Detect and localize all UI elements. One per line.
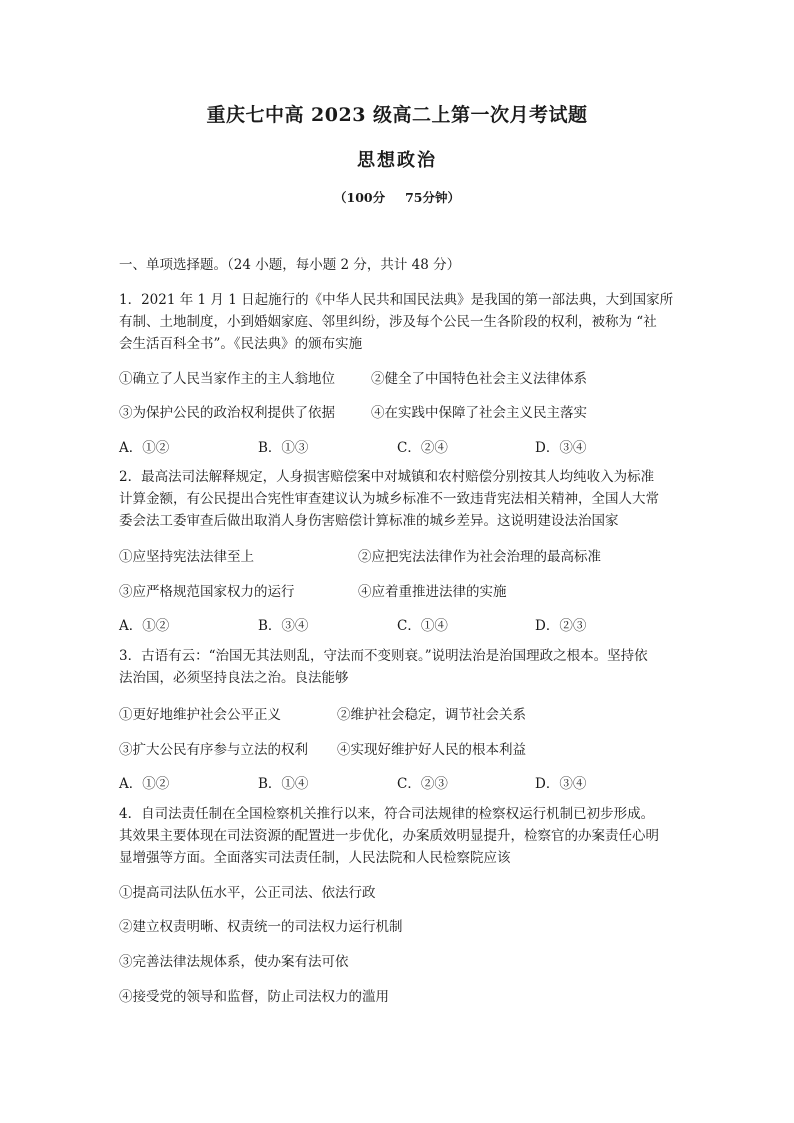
q3-stem-line-2: 法治国，必须坚持良法之治。良法能够 [119,670,349,686]
q1-answer-d[interactable]: D．③④ [535,440,587,456]
q3-answer-a[interactable]: A．①② [119,776,170,792]
exam-title: 重庆七中高 2023 级高二上第一次月考试题 [206,104,588,126]
q2-answer-c[interactable]: C．①④ [397,618,448,634]
q2-stem-line-2: 计算金额，有公民提出合宪性审查建议认为城乡标准不一致违背宪法相关精神，全国人大常 [119,491,659,507]
q1-stem-line-2: 有制、土地制度，小到婚姻家庭、邻里纠纷，涉及每个公民一生各阶段的权利，被称为 “社 [119,314,657,330]
q3-answer-c[interactable]: C．②③ [397,776,448,792]
q2-option-2: ②应把宪法法律作为社会治理的最高标准 [358,549,601,565]
q1-option-4: ④在实践中保障了社会主义民主落实 [371,405,587,421]
exam-subject: 思想政治 [357,150,437,171]
q4-stem-line-1: 4．自司法责任制在全国检察机关推行以来，符合司法规律的检察权运行机制已初步形成。 [119,806,655,822]
q1-stem-line-3: 会生活百科全书”。《民法典》的颁布实施 [119,336,363,352]
exam-score: （100分 [334,190,386,205]
q3-option-3: ③扩大公民有序参与立法的权利 [119,742,308,758]
q4-option-3: ③完善法律法规体系，使办案有法可依 [119,954,349,970]
exam-meta [0,188,794,206]
q2-stem-line-3: 委会法工委审查后做出取消人身伤害赔偿计算标准的城乡差异。这说明建设法治国家 [119,513,619,529]
q4-option-1: ①提高司法队伍水平，公正司法、依法行政 [119,885,376,901]
q2-answer-d[interactable]: D．②③ [535,618,587,634]
exam-time: 75分钟） [405,190,460,205]
q1-option-3: ③为保护公民的政治权利提供了依据 [119,405,335,421]
q1-answer-b[interactable]: B．①③ [258,440,309,456]
q4-option-4: ④接受党的领导和监督，防止司法权力的滥用 [119,989,389,1005]
q3-answer-b[interactable]: B．①④ [258,776,309,792]
q1-stem-line-1: 1．2021 年 1 月 1 日起施行的《中华人民共和国民法典》是我国的第一部法典，大到国家所 [119,292,674,308]
q4-stem-line-3: 显增强等方面。全面落实司法责任制，人民法院和人民检察院应该 [119,850,511,866]
q1-answer-c[interactable]: C．②④ [397,440,448,456]
q2-answer-a[interactable]: A．①② [119,618,170,634]
q1-option-2: ②健全了中国特色社会主义法律体系 [371,371,587,387]
q2-option-3: ③应严格规范国家权力的运行 [119,584,295,600]
q4-option-2: ②建立权责明晰、权责统一的司法权力运行机制 [119,919,403,935]
q2-answer-b[interactable]: B．③④ [258,618,309,634]
q2-stem-line-1: 2．最高法司法解释规定，人身损害赔偿案中对城镇和农村赔偿分别按其人均纯收入为标准 [119,469,655,485]
q2-option-1: ①应坚持宪法法律至上 [119,549,254,565]
q3-option-4: ④实现好维护好人民的根本利益 [337,742,526,758]
q3-option-1: ①更好地维护社会公平正义 [119,707,281,723]
q3-option-2: ②维护社会稳定，调节社会关系 [337,707,526,723]
q3-stem-line-1: 3．古语有云：“治国无其法则乱，守法而不变则衰。”说明法治是治国理政之根本。坚持依 [119,648,648,664]
q1-option-1: ①确立了人民当家作主的主人翁地位 [119,371,335,387]
section-heading: 一、单项选择题。（24 小题，每小题 2 分，共计 48 分） [119,257,461,273]
q3-answer-d[interactable]: D．③④ [535,776,587,792]
q4-stem-line-2: 其效果主要体现在司法资源的配置进一步优化，办案质效明显提升，检察官的办案责任心明 [119,828,659,844]
q1-answer-a[interactable]: A．①② [119,440,170,456]
q2-option-4: ④应着重推进法律的实施 [358,584,507,600]
